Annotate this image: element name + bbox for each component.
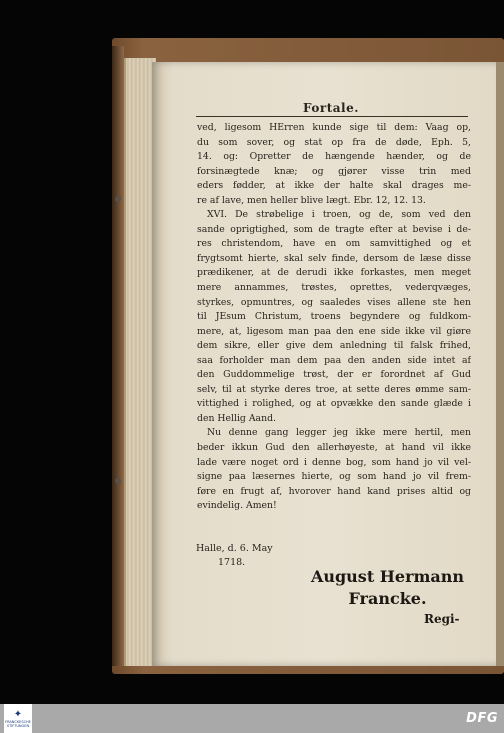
place-date: [196, 542, 273, 570]
signature: [300, 566, 475, 610]
logo-caption: FRANCKESCHE STIFTUNGEN: [5, 719, 31, 728]
dfg-logo[interactable]: DFG: [466, 711, 498, 726]
text-line: forsinægtede knæ; og gjører visse trin med: [197, 165, 471, 177]
text-line: prædikener, at de derudi ikke forkastes, men meget: [197, 267, 471, 279]
text-line: mere annammes, trøstes, oprettes, vederqvæges,: [197, 282, 471, 294]
text-line: beder ikkun Gud den allerhøyeste, at hand vil ikke: [197, 442, 471, 454]
text-line: evindelig. Amen!: [197, 500, 277, 512]
text-line: res christendom, have en om samvittighed og et: [197, 238, 471, 250]
year-line: 1718.: [218, 557, 246, 568]
signature-name: August Hermann: [310, 567, 465, 586]
binding-hole: [115, 196, 121, 202]
text-line: frygtsomt hierte, skal selv finde, dersom de læse disse: [197, 252, 471, 264]
text-line: den Guddommelige trøst, der er forordnet af Gud: [197, 369, 471, 381]
text-line: eders fødder, at ikke der halte skal drages me-: [197, 180, 471, 192]
text-line: ved, ligesom HErren kunde sige til dem: Vaag op,: [197, 122, 471, 133]
text-line: signe paa læsernes hierte, og som hand jo vil frem-: [197, 471, 471, 483]
text-line: den Hellig Aand.: [197, 412, 276, 424]
franckesche-stiftungen-logo[interactable]: [4, 704, 32, 733]
book-spine-edge: [112, 46, 124, 666]
text-line: re af lave, men heller blive lægt. Ebr. 12, 12. 13.: [197, 194, 426, 206]
page-right-edge: [496, 62, 504, 666]
date-line: Halle, d. 6. May: [196, 543, 273, 554]
running-head: Fortale.: [303, 101, 359, 115]
text-line: XVI. De strøbelige i troen, og de, som ved den: [207, 209, 471, 221]
text-line: selv, til at styrke deres troe, at sette deres ømme sam-: [197, 383, 471, 395]
catchword: Regi-: [424, 612, 460, 626]
text-line: til JEsum Christum, troens begyndere og fuldkom-: [197, 311, 471, 323]
eagle-icon: ✦: [13, 708, 23, 720]
text-line: føre en frugt af, hvorover hand kand prises altid og: [197, 485, 471, 497]
text-line: Nu denne gang legger jeg ikke mere hertil, men: [207, 427, 471, 439]
text-line: vittighed i rolighed, og at opvække den sande glæde i: [197, 398, 471, 410]
text-line: dem sikre, eller give dem anledning til falsk frihed,: [197, 340, 471, 352]
text-line: mere, at, ligesom man paa den ene side ikke vil giøre: [197, 325, 471, 337]
body-text: [197, 121, 471, 514]
text-line: saa forholder man dem paa den anden side intet af: [197, 354, 471, 366]
text-line: lade være noget ord i denne bog, som hand jo vil vel-: [197, 456, 471, 468]
text-line: 14. og: Opretter de hængende hænder, og de: [197, 151, 471, 163]
viewer-footer: [0, 704, 504, 733]
text-line: du som sover, og stat op fra de døde, Eph. 5,: [197, 136, 471, 148]
text-line: styrkes, opmuntres, og saaledes vises allene ste hen: [197, 296, 471, 308]
binding-hole: [115, 478, 121, 484]
text-line: sande oprigtighed, som de tragte efter at bevise i de-: [197, 223, 471, 235]
header-rule: [196, 116, 468, 117]
signature-surname: Francke.: [348, 589, 427, 608]
